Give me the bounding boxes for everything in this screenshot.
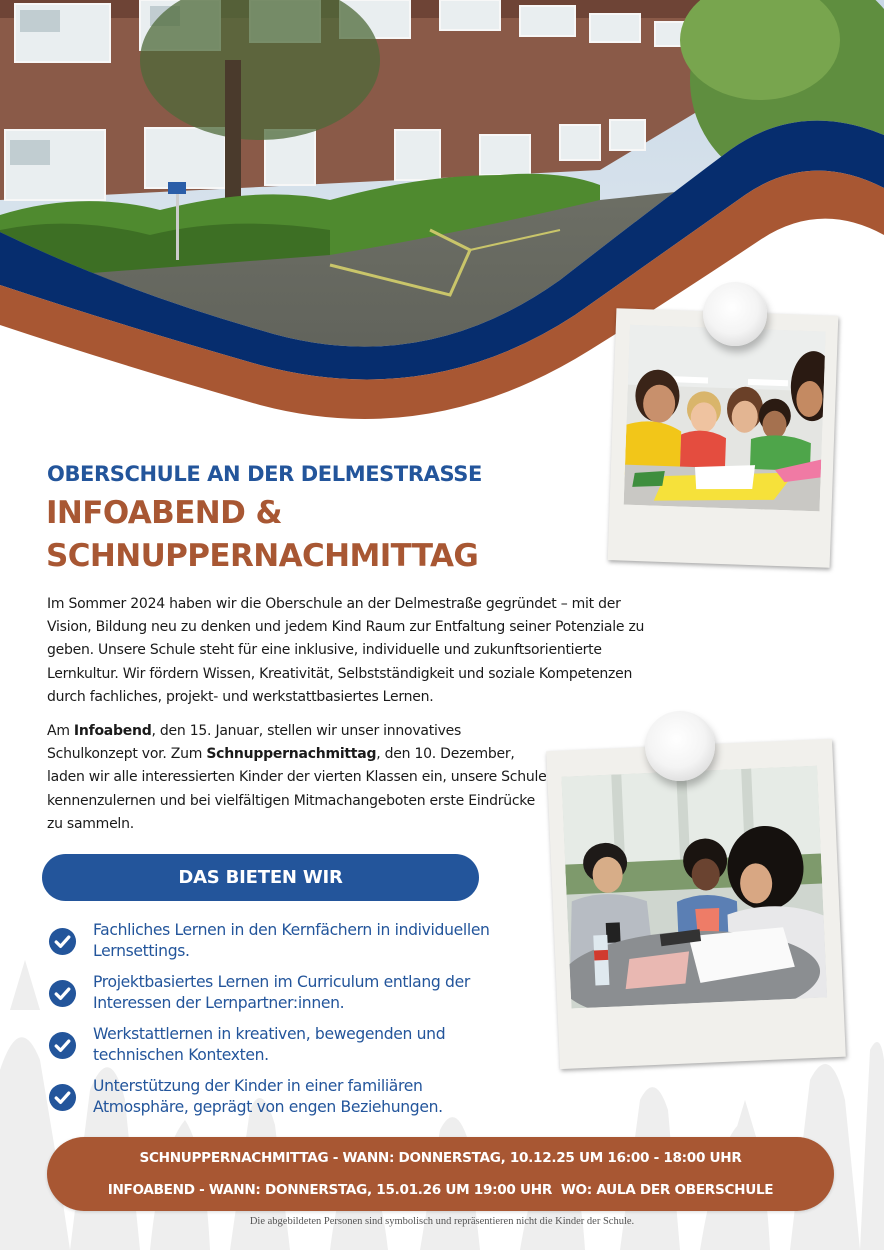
checklist-item — [48, 1019, 498, 1071]
school-name: OBERSCHULE AN DER DELMESTRASSE — [47, 462, 482, 486]
intro-paragraph: Im Sommer 2024 haben wir die Oberschule an der Delmestraße gegründet – mit der Vision, Bildung neu zu denken und jedem Kind Raum zur Entfaltung seiner Potenziale zu geben. Unsere Schule steht für eine inklusive, individuelle und zukunftsorientierte Lernkultur. Wir fördern Wissen, Kreativität, Selbstständigkeit und soziale Kompetenzen durch fachliches, projekt- und werkstattbasiertes Lernen. — [47, 596, 645, 705]
events-text-part: , den 15. Januar, stellen wir unser innovatives Schulkonzept vor. Zum — [47, 723, 462, 763]
checklist-item — [48, 1071, 498, 1123]
checklist-item-text: Fachliches Lernen in den Kernfächern in individuellen Lernsettings. — [93, 921, 490, 960]
students-group-table-photo — [624, 325, 826, 512]
check-circle-icon — [48, 927, 77, 956]
event-title-line-1: INFOABEND & — [46, 495, 282, 531]
polaroid-photo-2 — [546, 739, 846, 1069]
event-title-line-2: SCHNUPPERNACHMITTAG — [46, 538, 479, 574]
events-text-part: Am — [47, 723, 74, 739]
check-circle-icon — [48, 1083, 77, 1112]
events-text-part: , den 10. Dezember, laden wir alle interessierten Kinder der vierten Klassen ein, unsere Schule kennenzulernen und bei vielfältigen Mitmachangeboten erste Eindrücke zu sammeln. — [47, 746, 547, 832]
checklist-item — [48, 967, 498, 1019]
checklist-item-text: Werkstattlernen in kreativen, bewegenden und technischen Kontexten. — [93, 1025, 446, 1064]
schnuppernachmittag-date: SCHNUPPERNACHMITTAG - WANN: DONNERSTAG, 10.12.25 UM 16:00 - 18:00 UHR — [139, 1150, 742, 1166]
disclaimer-text: Die abgebildeten Personen sind symbolisch und repräsentieren nicht die Kinder der Schule. — [249, 1216, 635, 1227]
students-studying-outdoor-photo — [561, 766, 827, 1009]
events-paragraph — [47, 720, 547, 836]
polaroid-photo-1 — [608, 308, 839, 568]
offer-checklist — [48, 915, 498, 1123]
checklist-item-text: Unterstützung der Kinder in einer familiären Atmosphäre, geprägt von engen Beziehungen. — [93, 1077, 443, 1116]
event-dates-banner — [47, 1137, 834, 1211]
pushpin-icon — [703, 282, 767, 346]
offer-heading-pill — [42, 854, 479, 901]
event-title — [46, 492, 478, 578]
pushpin-icon — [645, 711, 715, 781]
infoabend-date: INFOABEND - WANN: DONNERSTAG, 15.01.26 UM 19:00 UHR WO: AULA DER OBERSCHULE — [107, 1182, 774, 1198]
schnuppernachmittag-highlight: Schnuppernachmittag — [206, 746, 377, 763]
checklist-item — [48, 915, 498, 967]
check-circle-icon — [48, 1031, 77, 1060]
check-circle-icon — [48, 979, 77, 1008]
infoabend-highlight: Infoabend — [73, 723, 152, 739]
checklist-item-text: Projektbasiertes Lernen im Curriculum entlang der Interessen der Lernpartner:innen. — [93, 973, 470, 1012]
offer-heading: DAS BIETEN WIR — [178, 867, 343, 888]
